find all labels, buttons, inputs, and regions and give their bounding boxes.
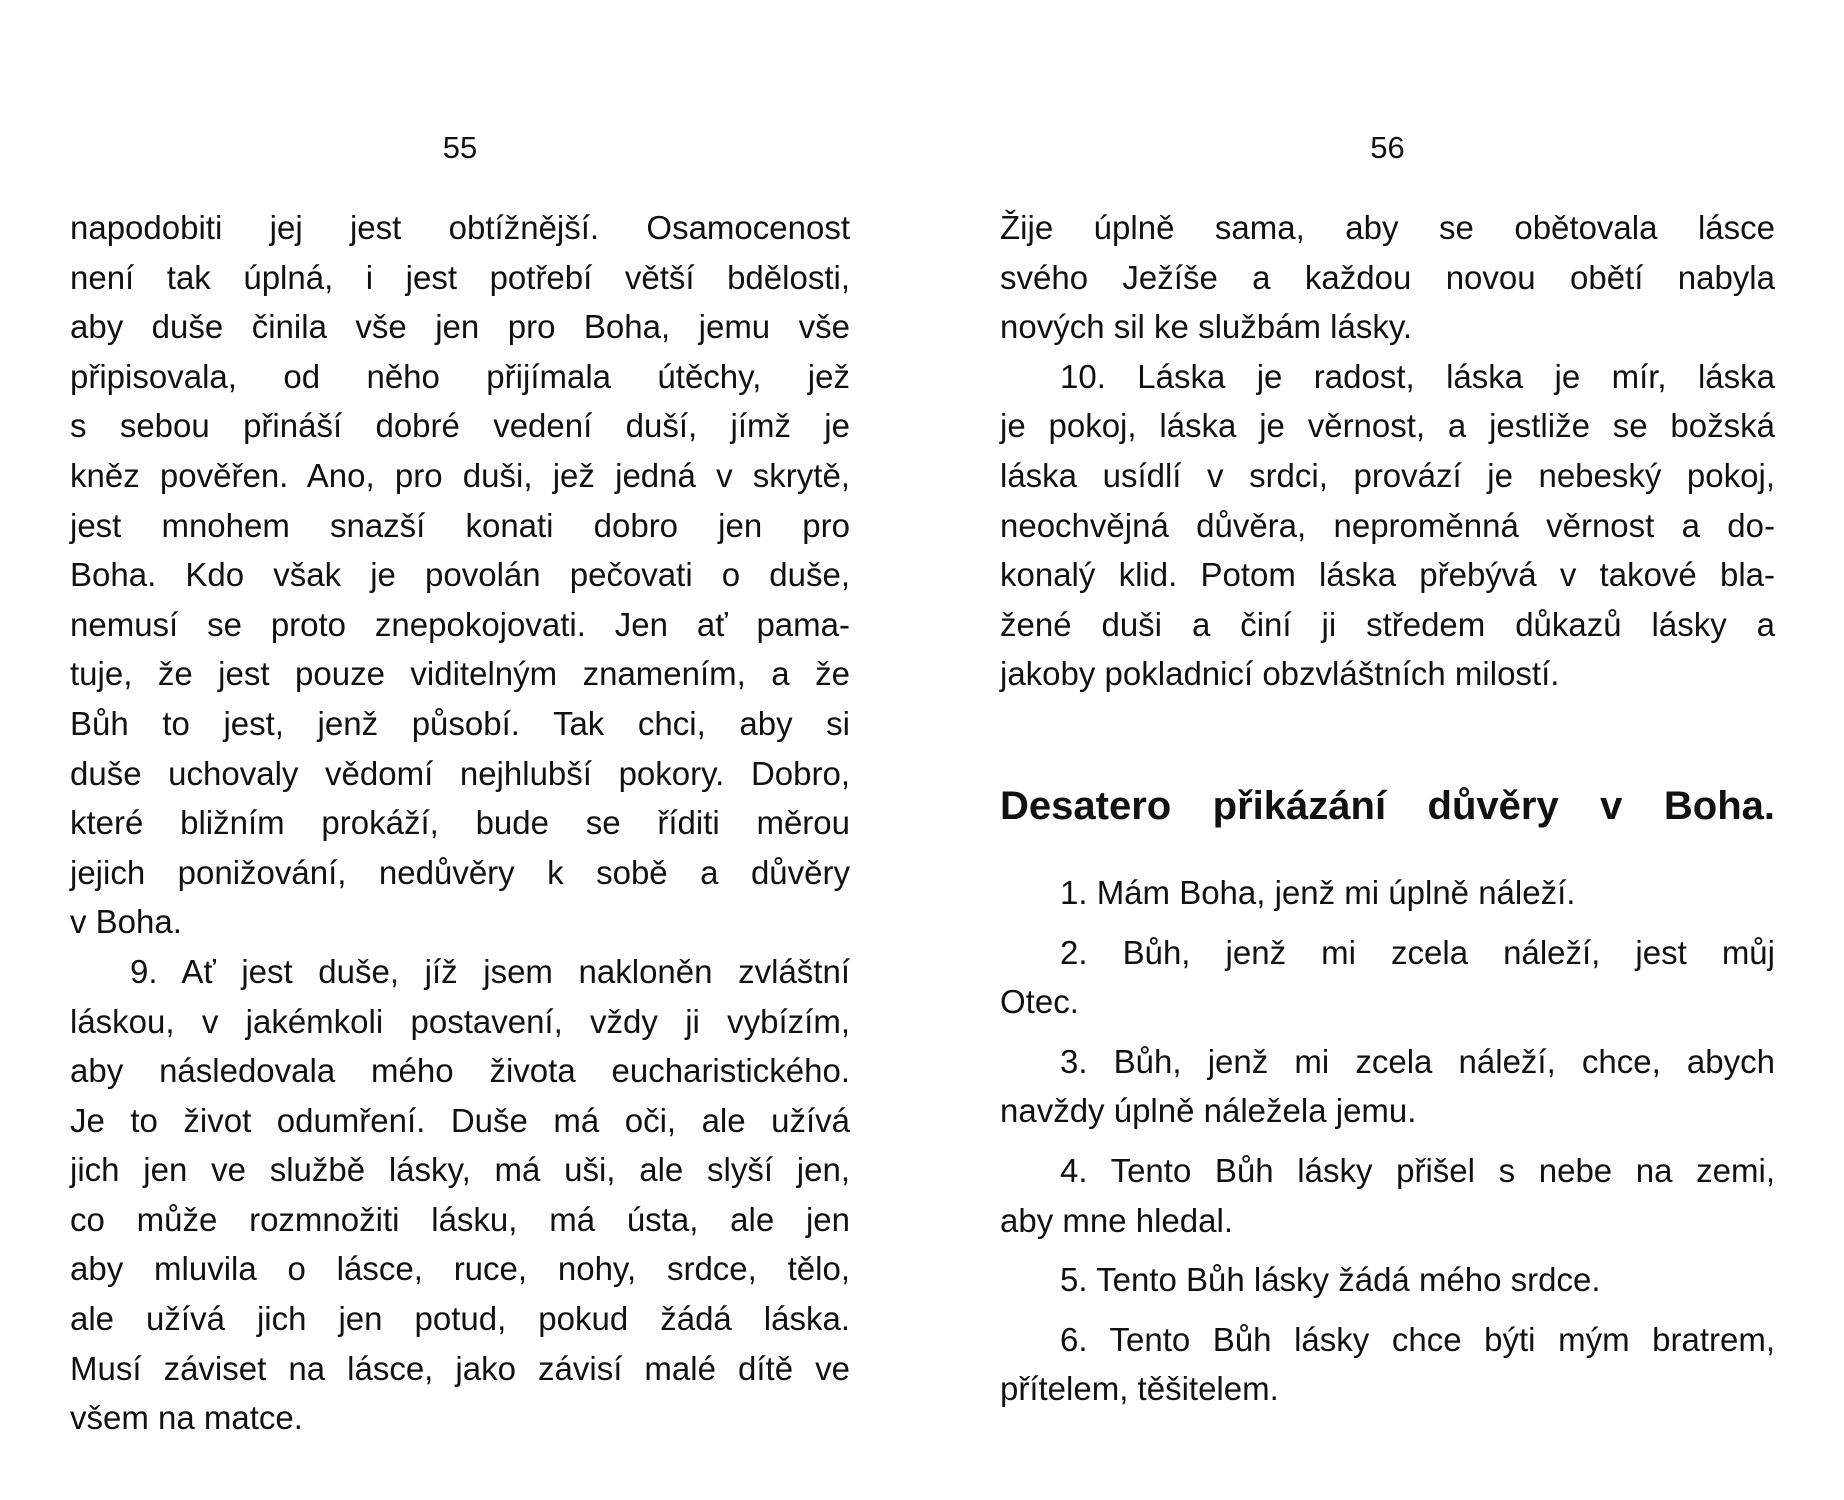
text-line: 9. Ať jest duše, jíž jsem nakloněn zvláštní [130, 952, 850, 990]
text-line: nových sil ke službám lásky. [1000, 308, 1413, 346]
text-line: Je to život odumření. Duše má oči, ale užívá [70, 1101, 850, 1139]
paragraph [70, 947, 850, 1443]
text-line: které bližním prokáží, bude se říditi měrou [70, 804, 850, 842]
text-line: svého Ježíše a každou novou obětí nabyla [1000, 258, 1775, 296]
left-page [70, 0, 850, 1500]
text-line: láskou, v jakémkoli postavení, vždy ji vybízím, [70, 1002, 850, 1040]
text-line: nemusí se proto znepokojovati. Jen ať pama- [70, 605, 850, 643]
text-line: přítelem, těšitelem. [1000, 1370, 1279, 1408]
list-item [1000, 1146, 1775, 1245]
list-item [1000, 928, 1775, 1027]
text-line: jakoby pokladnicí obzvláštních milostí. [1000, 655, 1560, 693]
text-line: láska usídlí v srdci, provází je nebeský pokoj, [1000, 456, 1775, 494]
text-line: Musí záviset na lásce, jako závisí malé dítě ve [70, 1349, 850, 1387]
text-line: aby mne hledal. [1000, 1201, 1233, 1239]
text-line: Boha. Kdo však je povolán pečovati o duše, [70, 556, 850, 594]
text-line: Žije úplně sama, aby se obětovala lásce [1000, 209, 1775, 246]
text-line: 4. Tento Bůh lásky přišel s nebe na zemi, [1060, 1151, 1775, 1189]
page-number: 56 [1370, 130, 1405, 165]
text-line: napodobiti jej jest obtížnější. Osamocenost [70, 209, 850, 246]
text-line: jich jen ve službě lásky, má uši, ale slyší jen, [70, 1151, 850, 1189]
text-line: připisovala, od něho přijímala útěchy, jež [70, 357, 850, 395]
text-line: v Boha. [70, 903, 182, 941]
text-line: aby následovala mého života eucharistického. [70, 1052, 850, 1090]
text-line: tuje, že jest pouze viditelným znamením, a že [70, 655, 850, 693]
text-line: konalý klid. Potom láska přebývá v takové bla- [1000, 556, 1775, 594]
section-heading: Desatero přikázání důvěry v Boha. [1000, 784, 1775, 828]
page-number: 55 [442, 130, 478, 165]
text-line: Otec. [1000, 983, 1079, 1021]
text-line: všem na matce. [70, 1399, 303, 1437]
right-page-text [1000, 203, 1775, 699]
commandments-list [1000, 868, 1775, 1424]
list-item [1000, 1255, 1775, 1305]
text-line: 3. Bůh, jenž mi zcela náleží, chce, abych [1060, 1042, 1775, 1080]
text-line: 6. Tento Bůh lásky chce býti mým bratrem, [1060, 1320, 1775, 1358]
text-line: neochvějná důvěra, neproměnná věrnost a do- [1000, 506, 1775, 544]
list-item [1000, 1037, 1775, 1136]
text-line: s sebou přináší dobré vedení duší, jímž je [70, 407, 850, 445]
left-page-text [70, 203, 850, 1443]
text-line: aby duše činila vše jen pro Boha, jemu vše [70, 308, 850, 346]
text-line: jejich ponižování, nedůvěry k sobě a důvěry [70, 853, 850, 891]
text-line: je pokoj, láska je věrnost, a jestliže se božská [1000, 407, 1775, 445]
list-item [1000, 1315, 1775, 1414]
text-line: 1. Mám Boha, jenž mi úplně náleží. [1060, 874, 1576, 911]
text-line: navždy úplně náležela jemu. [1000, 1092, 1417, 1130]
paragraph [1000, 203, 1775, 352]
text-line: 5. Tento Bůh lásky žádá mého srdce. [1060, 1261, 1601, 1299]
text-line: není tak úplná, i jest potřebí větší bdělosti, [70, 258, 850, 296]
list-item [1000, 868, 1775, 918]
paragraph [1000, 352, 1775, 699]
right-page [1000, 0, 1775, 1500]
paragraph [70, 203, 850, 947]
text-line: aby mluvila o lásce, ruce, nohy, srdce, tělo, [70, 1250, 850, 1288]
text-line: kněz pověřen. Ano, pro duši, jež jedná v skrytě, [70, 456, 850, 494]
text-line: Bůh to jest, jenž působí. Tak chci, aby si [70, 704, 850, 742]
text-line: duše uchovaly vědomí nejhlubší pokory. Dobro, [70, 754, 850, 792]
text-line: co může rozmnožiti lásku, má ústa, ale jen [70, 1200, 850, 1238]
text-line: ale užívá jich jen potud, pokud žádá láska. [70, 1300, 850, 1338]
text-line: 10. Láska je radost, láska je mír, láska [1060, 357, 1775, 395]
text-line: jest mnohem snazší konati dobro jen pro [70, 506, 850, 544]
text-line: žené duši a činí ji středem důkazů lásky a [1000, 605, 1775, 643]
text-line: 2. Bůh, jenž mi zcela náleží, jest můj [1060, 933, 1775, 971]
